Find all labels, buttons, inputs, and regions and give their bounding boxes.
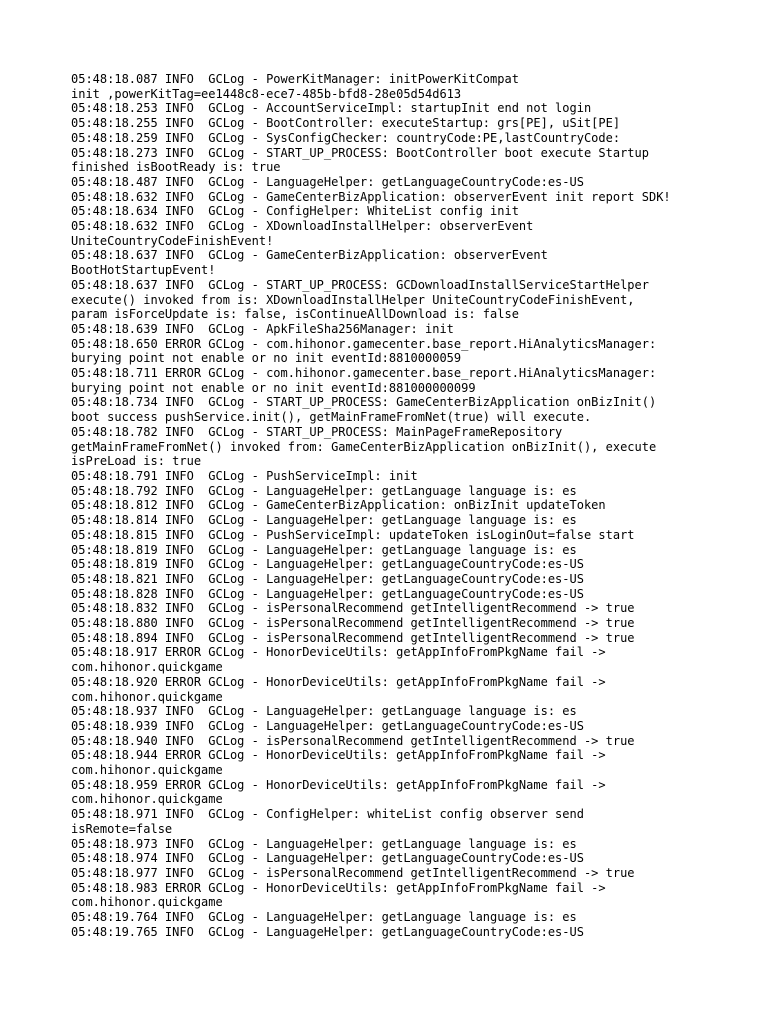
log-line: burying point not enable or no init eventId:8810000059 bbox=[71, 351, 462, 366]
log-line: 05:48:18.637 INFO GCLog - START_UP_PROCESS: GCDownloadInstallServiceStartHelper bbox=[71, 277, 649, 292]
log-line: 05:48:18.920 ERROR GCLog - HonorDeviceUtils: getAppInfoFromPkgName fail -> bbox=[71, 674, 606, 689]
log-line: 05:48:18.937 INFO GCLog - LanguageHelper: getLanguage language is: es bbox=[71, 704, 577, 719]
log-line: 05:48:18.832 INFO GCLog - isPersonalRecommend getIntelligentRecommend -> true bbox=[71, 601, 635, 616]
log-line: 05:48:18.983 ERROR GCLog - HonorDeviceUtils: getAppInfoFromPkgName fail -> bbox=[71, 880, 606, 895]
log-line: 05:48:18.939 INFO GCLog - LanguageHelper: getLanguageCountryCode:es-US bbox=[71, 718, 584, 733]
log-line: param isForceUpdate is: false, isContinueAllDownload is: false bbox=[71, 307, 519, 322]
log-line: com.hihonor.quickgame bbox=[71, 763, 223, 778]
log-line: 05:48:18.650 ERROR GCLog - com.hihonor.gamecenter.base_report.HiAnalyticsManager: bbox=[71, 336, 657, 351]
log-line: 05:48:18.815 INFO GCLog - PushServiceImpl: updateToken isLoginOut=false start bbox=[71, 527, 635, 542]
log-line: finished isBootReady is: true bbox=[71, 160, 281, 175]
log-line: com.hihonor.quickgame bbox=[71, 792, 223, 807]
log-line: BootHotStartupEvent! bbox=[71, 263, 216, 278]
log-line: 05:48:18.940 INFO GCLog - isPersonalRecommend getIntelligentRecommend -> true bbox=[71, 733, 635, 748]
log-line: 05:48:18.828 INFO GCLog - LanguageHelper: getLanguageCountryCode:es-US bbox=[71, 586, 584, 601]
log-line: execute() invoked from is: XDownloadInstallHelper UniteCountryCodeFinishEvent, bbox=[71, 292, 635, 307]
log-line: 05:48:18.255 INFO GCLog - BootController: executeStartup: grs[PE], uSit[PE] bbox=[71, 116, 621, 131]
log-line: 05:48:18.814 INFO GCLog - LanguageHelper: getLanguage language is: es bbox=[71, 513, 577, 528]
log-line: 05:48:18.634 INFO GCLog - ConfigHelper: WhiteList config init bbox=[71, 204, 519, 219]
log-line: getMainFrameFromNet() invoked from: GameCenterBizApplication onBizInit(), execute bbox=[71, 439, 657, 454]
log-line: 05:48:19.764 INFO GCLog - LanguageHelper: getLanguage language is: es bbox=[71, 910, 577, 925]
log-line: 05:48:18.792 INFO GCLog - LanguageHelper: getLanguage language is: es bbox=[71, 483, 577, 498]
log-line: init ,powerKitTag=ee1448c8-ece7-485b-bfd8-28e05d54d613 bbox=[71, 86, 462, 101]
log-line: 05:48:18.632 INFO GCLog - GameCenterBizApplication: observerEvent init report SDK! bbox=[71, 189, 671, 204]
log-line: 05:48:18.487 INFO GCLog - LanguageHelper: getLanguageCountryCode:es-US bbox=[71, 174, 584, 189]
log-line: 05:48:18.894 INFO GCLog - isPersonalRecommend getIntelligentRecommend -> true bbox=[71, 630, 635, 645]
log-line: 05:48:18.977 INFO GCLog - isPersonalRecommend getIntelligentRecommend -> true bbox=[71, 865, 635, 880]
log-line: isPreLoad is: true bbox=[71, 454, 202, 469]
log-line: 05:48:18.273 INFO GCLog - START_UP_PROCESS: BootController boot execute Startup bbox=[71, 145, 649, 160]
log-document bbox=[71, 72, 751, 939]
log-line: 05:48:19.765 INFO GCLog - LanguageHelper: getLanguageCountryCode:es-US bbox=[71, 924, 584, 939]
log-line: 05:48:18.259 INFO GCLog - SysConfigChecker: countryCode:PE,lastCountryCode: bbox=[71, 130, 621, 145]
log-line: boot success pushService.init(), getMainFrameFromNet(true) will execute. bbox=[71, 410, 592, 425]
log-line: 05:48:18.087 INFO GCLog - PowerKitManager: initPowerKitCompat bbox=[71, 72, 519, 86]
log-line: 05:48:18.253 INFO GCLog - AccountServiceImpl: startupInit end not login bbox=[71, 101, 592, 116]
log-line: 05:48:18.971 INFO GCLog - ConfigHelper: whiteList config observer send bbox=[71, 807, 584, 822]
log-line: isRemote=false bbox=[71, 821, 173, 836]
log-line: UniteCountryCodeFinishEvent! bbox=[71, 233, 274, 248]
log-line: 05:48:18.734 INFO GCLog - START_UP_PROCESS: GameCenterBizApplication onBizInit() bbox=[71, 395, 657, 410]
log-line: 05:48:18.639 INFO GCLog - ApkFileSha256Manager: init bbox=[71, 321, 454, 336]
log-line: 05:48:18.791 INFO GCLog - PushServiceImpl: init bbox=[71, 468, 418, 483]
log-line: burying point not enable or no init eventId:881000000099 bbox=[71, 380, 476, 395]
log-line: 05:48:18.880 INFO GCLog - isPersonalRecommend getIntelligentRecommend -> true bbox=[71, 616, 635, 631]
log-line: com.hihonor.quickgame bbox=[71, 660, 223, 675]
log-line: 05:48:18.637 INFO GCLog - GameCenterBizApplication: observerEvent bbox=[71, 248, 548, 263]
log-line: 05:48:18.917 ERROR GCLog - HonorDeviceUtils: getAppInfoFromPkgName fail -> bbox=[71, 645, 606, 660]
log-line: 05:48:18.974 INFO GCLog - LanguageHelper: getLanguageCountryCode:es-US bbox=[71, 851, 584, 866]
log-line: 05:48:18.711 ERROR GCLog - com.hihonor.gamecenter.base_report.HiAnalyticsManager: bbox=[71, 366, 657, 381]
log-line: com.hihonor.quickgame bbox=[71, 895, 223, 910]
log-line: com.hihonor.quickgame bbox=[71, 689, 223, 704]
log-line: 05:48:18.821 INFO GCLog - LanguageHelper: getLanguageCountryCode:es-US bbox=[71, 571, 584, 586]
log-line: 05:48:18.944 ERROR GCLog - HonorDeviceUtils: getAppInfoFromPkgName fail -> bbox=[71, 748, 606, 763]
log-line: 05:48:18.782 INFO GCLog - START_UP_PROCESS: MainPageFrameRepository bbox=[71, 424, 563, 439]
log-line: 05:48:18.973 INFO GCLog - LanguageHelper: getLanguage language is: es bbox=[71, 836, 577, 851]
log-line: 05:48:18.959 ERROR GCLog - HonorDeviceUtils: getAppInfoFromPkgName fail -> bbox=[71, 777, 606, 792]
log-line: 05:48:18.819 INFO GCLog - LanguageHelper: getLanguage language is: es bbox=[71, 542, 577, 557]
log-line: 05:48:18.812 INFO GCLog - GameCenterBizApplication: onBizInit updateToken bbox=[71, 498, 606, 513]
log-line: 05:48:18.819 INFO GCLog - LanguageHelper: getLanguageCountryCode:es-US bbox=[71, 557, 584, 572]
log-line: 05:48:18.632 INFO GCLog - XDownloadInstallHelper: observerEvent bbox=[71, 219, 534, 234]
